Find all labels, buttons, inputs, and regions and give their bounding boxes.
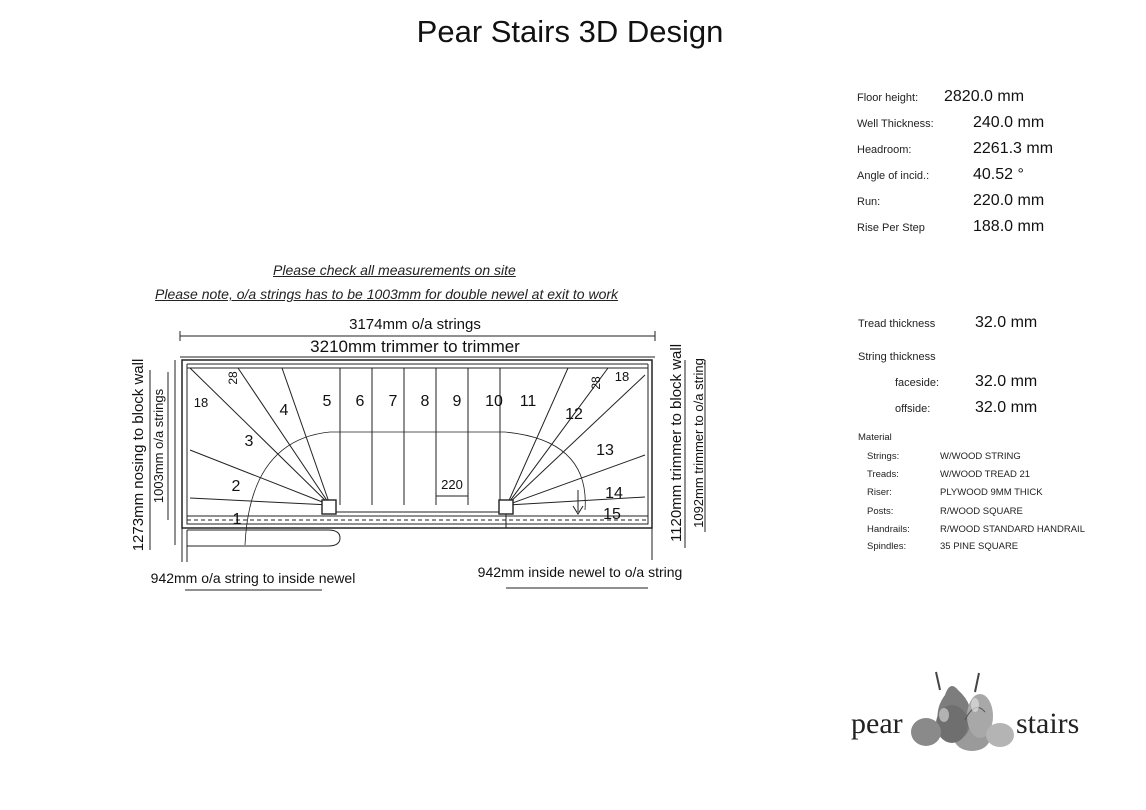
- dim-bottom-right-text: 942mm inside newel to o/a string: [477, 564, 683, 580]
- material-value-treads: W/WOOD TREAD 21: [940, 469, 1031, 480]
- dim-right-inner-text: 1092mm trimmer to o/a string: [691, 358, 706, 528]
- step-number: 6: [355, 393, 365, 410]
- step-number: 5: [322, 393, 332, 410]
- left-newel-post: [322, 500, 336, 514]
- dim-left-outer-text: 1273mm nosing to block wall: [130, 358, 147, 552]
- material-label-riser: Riser:: [867, 487, 892, 498]
- dim-oa-strings-text: 3174mm o/a strings: [349, 316, 481, 333]
- faceside-value: 32.0 mm: [975, 373, 1038, 390]
- material-heading: Material: [858, 432, 892, 443]
- step-number: 15: [603, 506, 621, 523]
- logo-text-pear: pear: [851, 707, 903, 740]
- dim-left-inner-text: 1003mm o/a strings: [151, 388, 166, 504]
- step-number: 4: [279, 402, 289, 419]
- spec-label-run: Run:: [857, 196, 881, 208]
- bottom-string: [187, 516, 648, 524]
- offside-label: offside:: [895, 403, 931, 415]
- spec-value-angle: 40.52 °: [973, 166, 1024, 183]
- dim-18-left-text: 18: [193, 395, 209, 410]
- dim-bottom-left-text: 942mm o/a string to inside newel: [150, 570, 356, 586]
- tread-thickness-value: 32.0 mm: [975, 314, 1038, 331]
- dim-right-outer-text: 1120mm trimmer to block wall: [668, 343, 685, 543]
- step-number: 1: [232, 511, 242, 528]
- dim-trimmer-text: 3210mm trimmer to trimmer: [310, 337, 520, 356]
- spec-value-floor-height: 2820.0 mm: [944, 88, 1025, 105]
- step-number: 3: [244, 433, 254, 450]
- spec-label-floor-height: Floor height:: [857, 92, 919, 104]
- dim-18-right-text: 18: [614, 369, 630, 384]
- spec-label-rise-per-step: Rise Per Step: [857, 222, 925, 234]
- spec-value-rise-per-step: 188.0 mm: [973, 218, 1045, 235]
- offside-value: 32.0 mm: [975, 399, 1038, 416]
- material-value-handrails: R/WOOD STANDARD HANDRAIL: [940, 524, 1085, 535]
- step-number: 11: [519, 393, 537, 410]
- oa-strings-note: Please note, o/a strings has to be 1003mm for double newel at exit to work: [155, 286, 619, 302]
- spec-label-angle: Angle of incid.:: [857, 170, 930, 182]
- pear-logo-image: [911, 672, 1014, 751]
- step-number: 12: [565, 406, 583, 423]
- step-number: 14: [605, 485, 623, 502]
- check-measurements-note: Please check all measurements on site: [273, 262, 516, 278]
- dim-28-right-text: 28: [589, 376, 603, 390]
- spec-value-headroom: 2261.3 mm: [973, 140, 1054, 157]
- step-number: 2: [231, 478, 241, 495]
- step-number: 8: [420, 393, 430, 410]
- material-value-posts: R/WOOD SQUARE: [940, 506, 1023, 517]
- right-newel-post: [499, 500, 513, 514]
- step-number: 9: [452, 393, 462, 410]
- material-label-posts: Posts:: [867, 506, 894, 517]
- step-number: 13: [596, 442, 614, 459]
- step-number: 10: [485, 393, 503, 410]
- material-label-handrails: Handrails:: [867, 524, 910, 535]
- page-title: Pear Stairs 3D Design: [416, 14, 724, 49]
- faceside-label: faceside:: [895, 377, 940, 389]
- spec-value-run: 220.0 mm: [973, 192, 1045, 209]
- dim-28-left-text: 28: [226, 371, 240, 385]
- material-label-strings: Strings:: [867, 451, 900, 462]
- dim-220-text: 220: [441, 477, 463, 492]
- stair-frame: [182, 360, 652, 528]
- tread-thickness-label: Tread thickness: [858, 318, 936, 330]
- string-thickness-label: String thickness: [858, 351, 936, 363]
- logo-text-stairs: stairs: [1016, 707, 1080, 740]
- spec-label-headroom: Headroom:: [857, 144, 912, 156]
- spec-value-well-thickness: 240.0 mm: [973, 114, 1045, 131]
- material-value-strings: W/WOOD STRING: [940, 451, 1021, 462]
- spec-label-well-thickness: Well Thickness:: [857, 118, 934, 130]
- material-value-riser: PLYWOOD 9MM THICK: [940, 487, 1043, 498]
- material-value-spindles: 35 PINE SQUARE: [940, 541, 1019, 552]
- material-label-treads: Treads:: [867, 469, 899, 480]
- material-label-spindles: Spindles:: [867, 541, 907, 552]
- step-number: 7: [388, 393, 398, 410]
